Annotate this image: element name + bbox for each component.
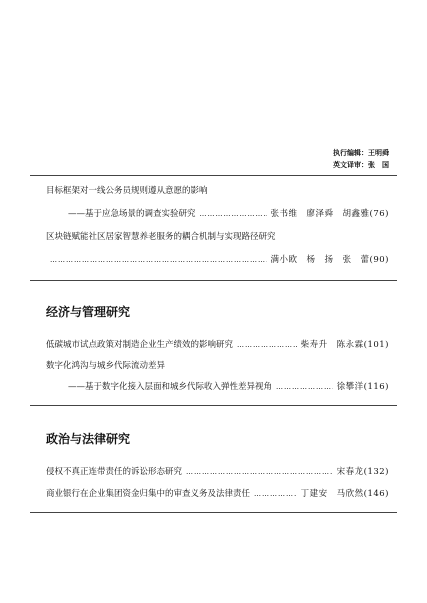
entry-title: 侵权不真正连带责任的诉讼形态研究 [46, 467, 183, 477]
toc-entry [46, 184, 389, 196]
toc-entry [46, 207, 389, 219]
entry-authors: 丁建安 马欣然(146) [300, 489, 389, 499]
leader-dots [186, 468, 333, 476]
leader-dots [50, 256, 267, 264]
entry-authors: 徐攀洋(116) [336, 382, 389, 392]
section-title: 政治与法律研究 [46, 432, 131, 446]
editors-block [333, 147, 389, 171]
executive-editor: 执行编辑：王明舜 [333, 149, 389, 157]
toc-entry [46, 465, 389, 477]
toc-entry [46, 359, 389, 371]
toc-entry [46, 487, 389, 499]
entry-title: 目标框架对一线公务员规则遵从意愿的影响 [46, 186, 208, 196]
entry-title: 低碳城市试点政策对制造企业生产绩效的影响研究 [46, 340, 234, 350]
entry-authors: 满小欧 杨 扬 张 蕾(90) [270, 255, 389, 265]
divider [30, 405, 397, 406]
leader-dots [200, 210, 267, 218]
entry-authors: 宋春龙(132) [336, 467, 389, 477]
divider-top [30, 175, 397, 176]
toc-entry [46, 230, 389, 242]
entry-subtitle: ——基于应急场景的调查实验研究 [68, 209, 196, 219]
english-editor: 英文译审：张 国 [333, 161, 389, 169]
section-title: 经济与管理研究 [46, 305, 131, 319]
leader-dots [237, 341, 297, 349]
entry-authors: 张书维 廖泽舜 胡鑫雅(76) [270, 209, 389, 219]
toc-entry [46, 338, 389, 350]
entry-title: 区块链赋能社区居家智慧养老服务的耦合机制与实现路径研究 [46, 232, 276, 242]
toc-entry [46, 380, 389, 392]
entry-title: 数字化鸿沟与城乡代际流动差异 [46, 361, 166, 371]
leader-dots [254, 490, 297, 498]
leader-dots [276, 383, 333, 391]
entry-subtitle: ——基于数字化接入层面和城乡代际收入弹性差异视角 [68, 382, 273, 392]
divider [30, 280, 397, 281]
divider-bottom [30, 512, 397, 513]
entry-title: 商业银行在企业集团资金归集中的审查义务及法律责任 [46, 489, 251, 499]
entry-authors: 柴寿升 陈永霖(101) [300, 340, 389, 350]
toc-entry [46, 253, 389, 265]
